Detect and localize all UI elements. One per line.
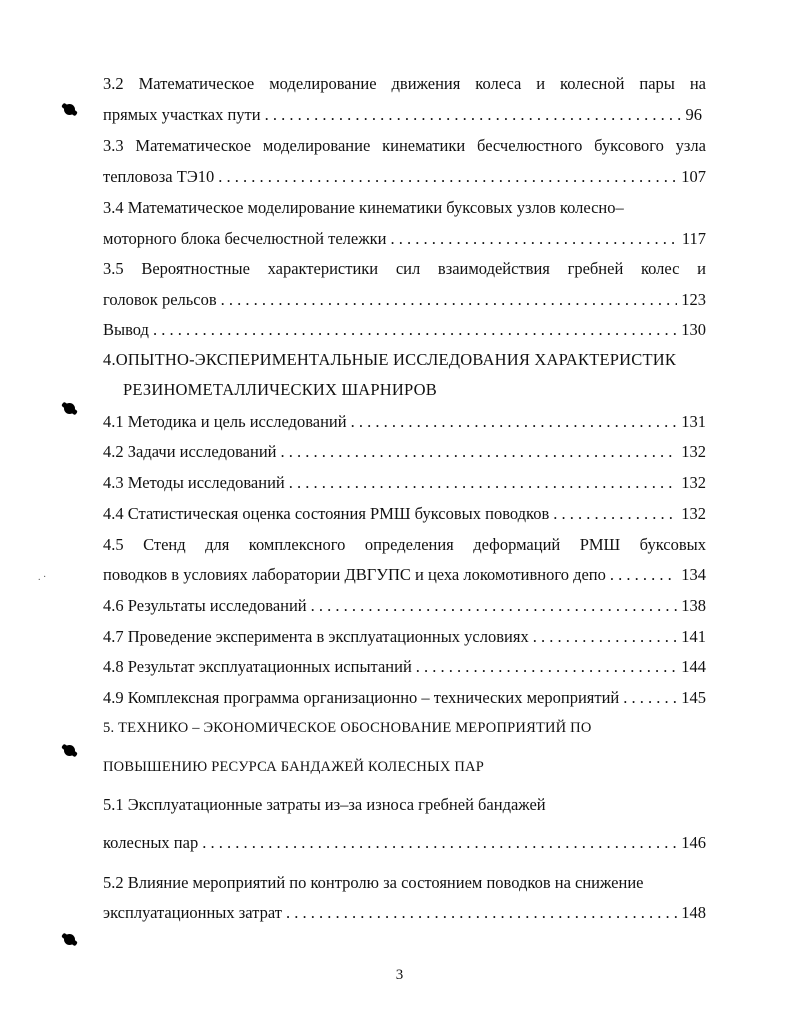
- toc-entry-title: моторного блока бесчелюстной тележки: [103, 229, 387, 248]
- scan-speck: . ·: [38, 572, 47, 583]
- chapter-4-heading-line1[interactable]: 4.ОПЫТНО-ЭКСПЕРИМЕНТАЛЬНЫЕ ИССЛЕДОВАНИЯ ХАРАКТЕРИСТИК: [103, 350, 677, 369]
- toc-4-9[interactable]: [103, 687, 706, 709]
- toc-page-number: 145: [681, 688, 706, 707]
- toc-entry-title: эксплуатационных затрат: [103, 903, 282, 922]
- toc-page-number: 131: [681, 412, 706, 431]
- toc-page-number: 148: [681, 903, 706, 922]
- toc-page-number: 96: [685, 105, 702, 124]
- dot-leader: [610, 564, 677, 586]
- chapter-5-heading-line2[interactable]: ПОВЫШЕНИЮ РЕСУРСА БАНДАЖЕЙ КОЛЕСНЫХ ПАР: [103, 759, 484, 775]
- toc-page-number: 132: [681, 442, 706, 461]
- dot-leader: [281, 441, 678, 463]
- dot-leader: [553, 503, 677, 525]
- dot-leader: [390, 228, 677, 250]
- toc-4-2[interactable]: [103, 441, 706, 463]
- toc-page-number: 107: [681, 167, 706, 186]
- toc-4-8[interactable]: [103, 656, 706, 678]
- chapter-5-heading-line1[interactable]: 5. ТЕХНИКО – ЭКОНОМИЧЕСКОЕ ОБОСНОВАНИЕ МЕРОПРИЯТИЙ ПО: [103, 720, 592, 736]
- toc-3-3-line2[interactable]: [103, 166, 706, 188]
- toc-5-1-line2[interactable]: [103, 832, 706, 854]
- binder-hole-mark-3: [64, 745, 75, 756]
- toc-3-4-line2[interactable]: [103, 228, 706, 250]
- toc-entry-title: тепловоза ТЭ10: [103, 167, 215, 186]
- toc-entry-title: прямых участках пути: [103, 105, 261, 124]
- toc-page-number: 117: [681, 229, 706, 248]
- page-number: 3: [395, 967, 404, 983]
- binder-hole-mark-1: [64, 104, 75, 115]
- toc-3-3-line1[interactable]: 3.3 Математическое моделирование кинематики бесчелюстного буксового узла: [103, 136, 706, 155]
- dot-leader: [265, 104, 682, 126]
- toc-4-5-line2[interactable]: [103, 564, 706, 586]
- toc-entry-title: 4.1 Методика и цель исследований: [103, 412, 347, 431]
- toc-page-number: 132: [681, 504, 706, 523]
- toc-4-7[interactable]: [103, 626, 706, 648]
- dot-leader: [416, 656, 677, 678]
- toc-entry-title: Вывод: [103, 320, 149, 339]
- toc-page-number: 146: [681, 833, 706, 852]
- toc-entry-title: головок рельсов: [103, 290, 217, 309]
- dot-leader: [533, 626, 678, 648]
- dot-leader: [286, 902, 677, 924]
- binder-hole-mark-4: [64, 934, 75, 945]
- dot-leader: [623, 687, 677, 709]
- toc-5-1-line1[interactable]: 5.1 Эксплуатационные затраты из–за износа гребней бандажей: [103, 795, 546, 814]
- toc-entry-title: 4.8 Результат эксплуатационных испытаний: [103, 657, 412, 676]
- toc-3-2-line1[interactable]: 3.2 Математическое моделирование движения колеса и колесной пары на: [103, 74, 706, 93]
- chapter-4-heading-line2[interactable]: РЕЗИНОМЕТАЛЛИЧЕСКИХ ШАРНИРОВ: [123, 380, 437, 399]
- dot-leader: [218, 166, 677, 188]
- toc-3-2-line2[interactable]: [103, 104, 706, 126]
- dot-leader: [202, 832, 677, 854]
- toc-page-number: 123: [681, 290, 706, 309]
- toc-entry-title: 4.9 Комплексная программа организационно – технических мероприятий: [103, 688, 620, 707]
- toc-4-5-line1[interactable]: 4.5 Стенд для комплексного определения деформаций РМШ буксовых: [103, 535, 706, 554]
- toc-entry-title: 4.6 Результаты исследований: [103, 596, 307, 615]
- binder-hole-mark-2: [64, 403, 75, 414]
- toc-entry-title: 4.7 Проведение эксперимента в эксплуатационных условиях: [103, 627, 529, 646]
- dot-leader: [351, 411, 678, 433]
- toc-entry-title: поводков в условиях лаборатории ДВГУПС и цеха локомотивного депо: [103, 565, 606, 584]
- toc-conclusion[interactable]: [103, 319, 706, 341]
- toc-4-4[interactable]: [103, 503, 706, 525]
- dot-leader: [221, 289, 678, 311]
- toc-3-5-line1[interactable]: 3.5 Вероятностные характеристики сил взаимодействия гребней колес и: [103, 259, 706, 278]
- toc-page-number: 134: [681, 565, 706, 584]
- dot-leader: [311, 595, 678, 617]
- toc-entry-title: колесных пар: [103, 833, 199, 852]
- toc-entry-title: 4.2 Задачи исследований: [103, 442, 277, 461]
- toc-4-6[interactable]: [103, 595, 706, 617]
- toc-page-number: 130: [681, 320, 706, 339]
- dot-leader: [153, 319, 677, 341]
- toc-5-2-line1[interactable]: 5.2 Влияние мероприятий по контролю за состоянием поводков на снижение: [103, 873, 644, 892]
- toc-page-number: 138: [681, 596, 706, 615]
- toc-page-number: 141: [681, 627, 706, 646]
- toc-entry-title: 4.3 Методы исследований: [103, 473, 285, 492]
- toc-3-5-line2[interactable]: [103, 289, 706, 311]
- toc-4-3[interactable]: [103, 472, 706, 494]
- toc-page-number: 132: [681, 473, 706, 492]
- dot-leader: [289, 472, 678, 494]
- toc-5-2-line2[interactable]: [103, 902, 706, 924]
- toc-entry-title: 4.4 Статистическая оценка состояния РМШ буксовых поводков: [103, 504, 550, 523]
- toc-4-1[interactable]: [103, 411, 706, 433]
- toc-3-4-line1[interactable]: 3.4 Математическое моделирование кинематики буксовых узлов колесно–: [103, 198, 624, 217]
- toc-page-number: 144: [681, 657, 706, 676]
